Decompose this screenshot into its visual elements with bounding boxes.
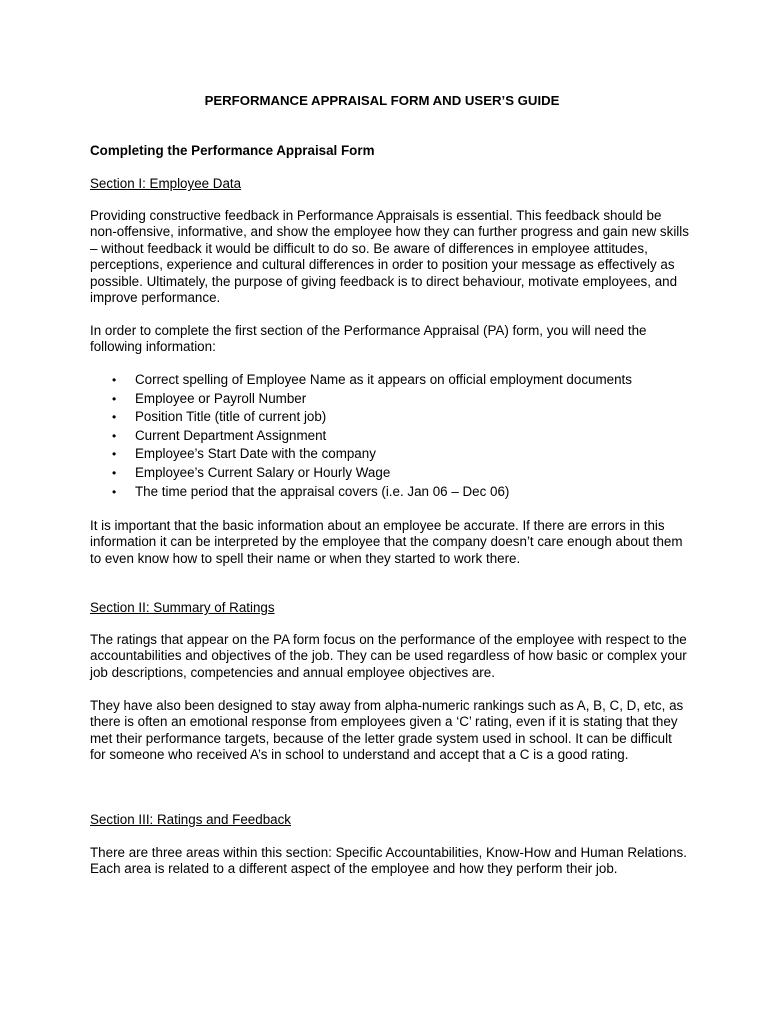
list-item-text: Current Department Assignment: [135, 427, 327, 443]
section-3-heading: Section III: Ratings and Feedback: [90, 812, 291, 827]
document-subtitle: Completing the Performance Appraisal Form: [90, 143, 375, 158]
bullet-icon: •: [112, 410, 117, 425]
list-item: [90, 465, 632, 484]
bullet-icon: •: [112, 465, 117, 480]
list-item: [90, 372, 632, 391]
bullet-icon: •: [112, 428, 117, 443]
list-item-text: Employee’s Start Date with the company: [135, 446, 376, 462]
document-title: PERFORMANCE APPRAISAL FORM AND USER’S GUIDE: [204, 93, 560, 108]
section-3-paragraph-1: There are three areas within this section: Specific Accountabilities, Know-How and Human Relations. Each area is related to a different aspect of the employee and how they perform their job.: [90, 845, 687, 877]
bullet-icon: •: [112, 447, 117, 462]
required-info-list: [90, 372, 632, 502]
list-item: [90, 391, 632, 410]
list-item-text: Correct spelling of Employee Name as it appears on official employment documents: [135, 372, 632, 387]
section-1-paragraph-1: Providing constructive feedback in Performance Appraisals is essential. This feedback should be non-offensive, informative, and show the employee how they can further progress and gain new skills – without feedback it would be difficult to do so. Be aware of differences in employee attitudes, perceptions, experience and cultural differences in order to position your message as effectively as possible. Ultimately, the purpose of giving feedback is to direct behaviour, motivate employees, and improve performance.: [90, 208, 689, 306]
section-1-paragraph-3: It is important that the basic information about an employee be accurate. If there are errors in this information it can be interpreted by the employee that the company doesn’t care enough about them to even know how to spell their name or when they started to work there.: [90, 518, 683, 566]
section-1-heading: Section I: Employee Data: [90, 176, 242, 191]
section-2-heading: Section II: Summary of Ratings: [90, 600, 275, 615]
list-item-text: The time period that the appraisal covers (i.e. Jan 06 – Dec 06): [135, 483, 510, 499]
section-2-paragraph-2: They have also been designed to stay away from alpha-numeric rankings such as A, B, C, D, etc, as there is often an emotional response from employees given a ‘C’ rating, even if it is stating that they met their performance targets, because of the letter grade system used in school. It can be difficult for someone who received A’s in school to understand and accept that a C is a good rating.: [90, 698, 684, 763]
list-item-text: Employee’s Current Salary or Hourly Wage: [135, 464, 391, 480]
list-item-text: Employee or Payroll Number: [135, 390, 307, 406]
list-item-text: Position Title (title of current job): [135, 409, 327, 425]
list-item: [90, 409, 632, 428]
bullet-icon: •: [112, 484, 117, 499]
bullet-icon: •: [112, 391, 117, 406]
section-2-paragraph-1: The ratings that appear on the PA form focus on the performance of the employee with respect to the accountabilities and objectives of the job. They can be used regardless of how basic or complex your job descriptions, competencies and annual employee objectives are.: [90, 632, 687, 680]
section-1-paragraph-2: In order to complete the first section of the Performance Appraisal (PA) form, you will need the following information:: [90, 323, 647, 355]
bullet-icon: •: [112, 373, 117, 387]
list-item: [90, 484, 632, 503]
list-item: [90, 428, 632, 447]
list-item: [90, 446, 632, 465]
